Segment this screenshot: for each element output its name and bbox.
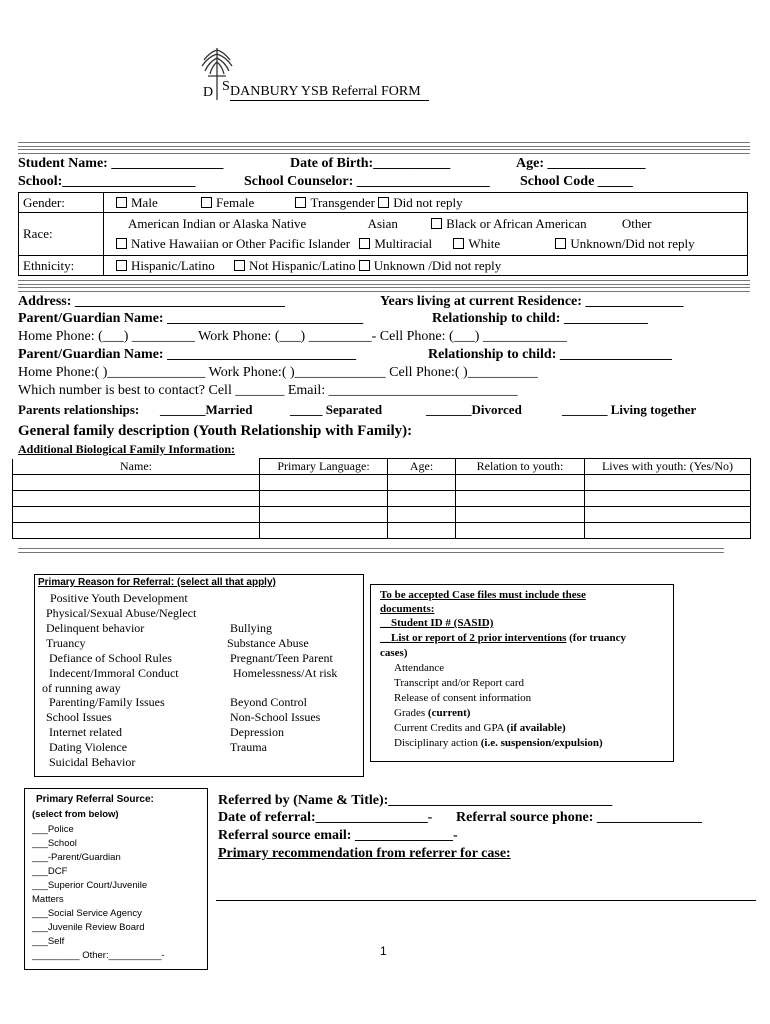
logo-letter-d: D <box>203 85 214 100</box>
race-other[interactable]: Other <box>621 216 652 231</box>
reason-school-issues[interactable]: School Issues <box>46 710 112 724</box>
reason-indecent[interactable]: Indecent/Immoral Conduct <box>49 666 179 680</box>
parents-divorced[interactable]: _______Divorced <box>426 402 522 417</box>
documents-title: To be accepted Case files must include these <box>380 589 586 601</box>
reason-internet[interactable]: Internet related <box>49 725 122 739</box>
documents-title-2: documents: <box>380 603 435 615</box>
reason-pregnant[interactable]: Pregnant/Teen Parent <box>230 651 333 665</box>
reason-abuse[interactable]: Physical/Sexual Abuse/Neglect <box>46 606 197 620</box>
dob-field[interactable]: Date of Birth:___________ <box>290 156 451 171</box>
race-black[interactable]: Black or African American <box>431 216 586 231</box>
reason-parenting[interactable]: Parenting/Family Issues <box>49 695 165 709</box>
source-other[interactable]: _________ Other:__________- <box>32 950 165 961</box>
divider <box>18 142 750 147</box>
col-lives-with: Lives with youth: (Yes/No) <box>585 459 751 475</box>
doc-prior-interventions[interactable]: __List or report of 2 prior interventions (for truancy <box>380 632 627 644</box>
referral-source-title: Primary Referral Source: <box>36 794 154 805</box>
source-police[interactable]: ___Police <box>32 824 74 835</box>
parents-relationship-label: Parents relationships: <box>18 402 140 417</box>
col-relation: Relation to youth: <box>456 459 585 475</box>
race-unknown[interactable]: Unknown/Did not reply <box>555 236 694 251</box>
source-superior-court[interactable]: ___Superior Court/Juvenile <box>32 880 148 891</box>
table-row[interactable] <box>13 507 751 523</box>
referral-source-sub: (select from below) <box>32 809 119 820</box>
table-header-row <box>13 459 751 475</box>
form-title: DANBURY YSB Referral FORM <box>230 84 429 101</box>
reason-dating-violence[interactable]: Dating Violence <box>49 740 128 754</box>
table-row[interactable] <box>13 523 751 539</box>
checkbox-icon[interactable] <box>431 218 442 229</box>
race-native-hawaiian[interactable]: Native Hawaiian or Other Pacific Islander <box>116 236 350 251</box>
doc-disciplinary[interactable]: Disciplinary action (i.e. suspension/expulsion) <box>394 737 603 749</box>
reason-substance[interactable]: Substance Abuse <box>227 636 309 650</box>
checkbox-icon[interactable] <box>116 238 127 249</box>
reason-running-away[interactable]: of running away <box>42 681 121 695</box>
family-info-subheading: Additional Biological Family Information: <box>18 442 236 456</box>
address-field[interactable]: Address: ______________________________ <box>18 294 285 309</box>
reason-homelessness[interactable]: Homelessness/At risk <box>233 666 338 680</box>
checkbox-icon[interactable] <box>295 197 306 208</box>
source-juvenile-review[interactable]: ___Juvenile Review Board <box>32 922 145 933</box>
referred-by-field[interactable]: Referred by (Name & Title):________________________________ <box>218 793 613 808</box>
referral-email-field[interactable]: Referral source email: ______________- <box>218 828 458 843</box>
counselor-field[interactable]: School Counselor: ___________________ <box>244 174 490 189</box>
guardian1-name-field[interactable]: Parent/Guardian Name: ____________________________ <box>18 311 364 326</box>
referral-reason-title: Primary Reason for Referral: (select all that apply) <box>38 577 276 588</box>
gender-transgender[interactable]: Transgender <box>295 195 375 210</box>
reason-defiance[interactable]: Defiance of School Rules <box>49 651 172 665</box>
doc-prior-interventions-cases: cases) <box>380 647 408 659</box>
reason-positive-youth[interactable]: Positive Youth Development <box>50 591 188 605</box>
checkbox-icon[interactable] <box>201 197 212 208</box>
family-description-heading: General family description (Youth Relationship with Family): <box>18 423 413 439</box>
checkbox-icon[interactable] <box>116 260 127 271</box>
reason-truancy[interactable]: Truancy <box>46 636 86 650</box>
divider <box>18 287 750 292</box>
race-row-2 <box>108 234 743 254</box>
guardian2-relationship-field[interactable]: Relationship to child: ________________ <box>428 347 672 362</box>
race-multiracial[interactable]: Multiracial <box>359 236 432 251</box>
col-name: Name: <box>13 459 260 475</box>
gender-female[interactable]: Female <box>201 195 254 210</box>
reason-delinquent[interactable]: Delinquent behavior <box>46 621 145 635</box>
col-language: Primary Language: <box>260 459 388 475</box>
race-asian[interactable]: Asian <box>367 216 398 231</box>
divider <box>18 280 750 285</box>
checkbox-icon[interactable] <box>555 238 566 249</box>
checkbox-icon[interactable] <box>453 238 464 249</box>
ethnicity-unknown[interactable]: Unknown /Did not reply <box>359 258 501 273</box>
divider <box>18 548 724 553</box>
race-white[interactable]: White <box>453 236 500 251</box>
col-age: Age: <box>388 459 456 475</box>
doc-transcript[interactable]: Transcript and/or Report card <box>394 677 525 689</box>
reason-depression[interactable]: Depression <box>230 725 284 739</box>
guardian1-phones-field[interactable]: Home Phone: (___) _________ Work Phone: (___) _________- Cell Phone: (___) ____________ <box>18 329 567 344</box>
family-table <box>12 458 751 539</box>
ethnicity-options <box>104 256 748 276</box>
checkbox-icon[interactable] <box>359 260 370 271</box>
checkbox-icon[interactable] <box>378 197 389 208</box>
page-number: 1 <box>380 944 387 958</box>
recommendation-label: Primary recommendation from referrer for case: <box>218 846 511 861</box>
referral-date-field[interactable]: Date of referral:________________- <box>218 810 433 825</box>
demographics-table <box>18 192 748 276</box>
reason-bullying[interactable]: Bullying <box>230 621 273 635</box>
doc-credits-gpa[interactable]: Current Credits and GPA (if available) <box>394 722 566 734</box>
gender-no-reply[interactable]: Did not reply <box>378 195 462 210</box>
race-row-1 <box>108 214 743 234</box>
guardian1-relationship-field[interactable]: Relationship to child: ____________ <box>432 311 648 326</box>
table-row[interactable] <box>13 475 751 491</box>
source-dcf[interactable]: ___DCF <box>32 866 68 877</box>
table-row[interactable] <box>13 491 751 507</box>
parents-married[interactable]: _______Married <box>160 402 253 417</box>
ethnicity-label: Ethnicity: <box>19 256 104 276</box>
guardian2-phones-field[interactable]: Home Phone:( )______________ Work Phone:( )_____________ Cell Phone:( )__________ <box>18 365 538 380</box>
race-american-indian[interactable]: American Indian or Alaska Native <box>128 216 307 231</box>
race-options <box>104 213 748 256</box>
years-residence-field[interactable]: Years living at current Residence: ______________ <box>380 294 684 309</box>
checkbox-icon[interactable] <box>234 260 245 271</box>
student-name-field[interactable]: Student Name: ________________ <box>18 156 224 171</box>
doc-release-consent[interactable]: Release of consent information <box>394 692 532 704</box>
source-school[interactable]: ___School <box>32 838 77 849</box>
race-label: Race: <box>19 213 104 256</box>
parents-separated[interactable]: _____ Separated <box>290 402 383 417</box>
source-matters: Matters <box>32 894 64 905</box>
best-contact-field[interactable]: Which number is best to contact? Cell _______ Email: ___________________________ <box>18 383 518 398</box>
source-social-service[interactable]: ___Social Service Agency <box>32 908 142 919</box>
reason-suicidal[interactable]: Suicidal Behavior <box>49 755 136 769</box>
checkbox-icon[interactable] <box>116 197 127 208</box>
checkbox-icon[interactable] <box>359 238 370 249</box>
source-self[interactable]: ___Self <box>32 936 65 947</box>
age-field[interactable]: Age: ______________ <box>516 156 646 171</box>
referral-phone-field[interactable]: Referral source phone: _______________ <box>456 810 702 825</box>
gender-label: Gender: <box>19 193 104 213</box>
reason-beyond-control[interactable]: Beyond Control <box>230 695 307 709</box>
ethnicity-hispanic[interactable]: Hispanic/Latino <box>116 258 215 273</box>
doc-attendance[interactable]: Attendance <box>394 662 445 674</box>
school-code-field[interactable]: School Code _____ <box>520 174 633 189</box>
guardian2-name-field[interactable]: Parent/Guardian Name: ___________________________ <box>18 347 357 362</box>
ethnicity-not-hispanic[interactable]: Not Hispanic/Latino <box>234 258 356 273</box>
doc-student-id[interactable]: __Student ID # (SASID) <box>380 617 494 629</box>
gender-male[interactable]: Male <box>116 195 158 210</box>
gender-options <box>104 193 748 213</box>
logo-letter-s: S <box>222 79 230 94</box>
parents-living-together[interactable]: _______ Living together <box>562 402 697 417</box>
doc-grades[interactable]: Grades (current) <box>394 707 471 719</box>
reason-trauma[interactable]: Trauma <box>230 740 267 754</box>
source-parent[interactable]: ___-Parent/Guardian <box>32 852 121 863</box>
reason-non-school[interactable]: Non-School Issues <box>230 710 321 724</box>
divider <box>18 149 750 154</box>
recommendation-line[interactable] <box>216 900 756 901</box>
school-field[interactable]: School:___________________ <box>18 174 196 189</box>
